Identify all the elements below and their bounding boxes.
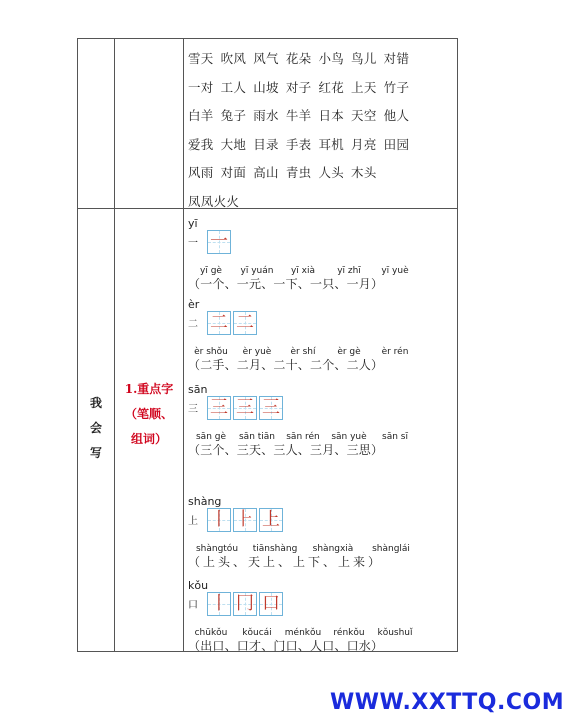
stroke-box: 二	[207, 311, 231, 335]
vocab-word: 一对	[188, 79, 214, 95]
vocab-word: 天空	[351, 108, 377, 123]
vocab-word: 工人	[220, 79, 247, 95]
word-pinyin: èr shǒu	[194, 347, 228, 357]
word-pinyin: sān gè	[195, 432, 227, 442]
vocab-word: 对面	[220, 165, 247, 180]
vocab-word: 花朵	[285, 51, 312, 66]
stroke-box: 二	[233, 311, 257, 335]
word-pinyin: chūkǒu	[194, 628, 228, 638]
character-entry	[188, 383, 458, 458]
vocab-word: 大地	[220, 136, 247, 152]
vocab-word: 风气	[253, 51, 279, 66]
character-pinyin: kǒu	[188, 579, 209, 592]
example-words: （三个、三天、三人、三月、三思）	[188, 443, 384, 457]
key-characters-label: 1.重点字 （笔顺、 组词）	[124, 382, 174, 446]
word-list	[188, 45, 456, 216]
vocab-word: 人头	[318, 165, 345, 180]
example-words: （出口、口才、门口、人口、口水）	[188, 639, 384, 653]
section-label: 我 会 写	[89, 396, 102, 460]
word-pinyin: yī xià	[290, 266, 316, 276]
word-pinyin-row	[188, 544, 458, 555]
vocab-word: 小鸟	[318, 51, 345, 66]
vocab-word: 对错	[383, 51, 410, 66]
stroke-box: 一	[207, 230, 231, 254]
vocab-word: 爱我	[188, 136, 214, 152]
vocab-word: 青虫	[285, 165, 312, 180]
word-pinyin-row	[188, 266, 458, 277]
vocab-word: 雪天	[188, 51, 214, 66]
vocab-word: 上天	[351, 79, 377, 95]
word-pinyin: sān tiān	[238, 432, 276, 442]
word-pinyin: èr rén	[381, 347, 409, 357]
vocab-word: 田园	[383, 136, 410, 152]
base-character: 三	[188, 404, 198, 415]
base-character: 一	[188, 238, 198, 249]
word-pinyin: ménkǒu	[284, 628, 322, 638]
stroke-order-grid	[207, 592, 285, 616]
vocab-word: 目录	[253, 136, 279, 152]
word-pinyin: rénkǒu	[333, 628, 365, 638]
stroke-box: 冂	[233, 592, 257, 616]
vocab-word: 月亮	[351, 136, 377, 152]
column-divider	[114, 39, 115, 651]
stroke-box: 丨	[207, 508, 231, 532]
character-entry	[188, 495, 458, 570]
word-pinyin: èr yuè	[242, 347, 272, 357]
stroke-order-grid	[207, 311, 259, 335]
vocabulary-table	[77, 38, 458, 652]
stroke-box: 口	[259, 592, 283, 616]
word-pinyin: shàngtóu	[195, 544, 239, 554]
stroke-order-grid	[207, 230, 233, 254]
vocab-word: 鸟儿	[351, 51, 377, 66]
example-words: （一个、一元、一下、一只、一月）	[188, 277, 384, 291]
stroke-box: 三	[207, 396, 231, 420]
word-pinyin: yī yuán	[240, 266, 274, 276]
character-entry	[188, 579, 458, 654]
vocab-word: 白羊	[188, 108, 214, 123]
stroke-order-grid	[207, 508, 285, 532]
stroke-box: 三	[233, 396, 257, 420]
word-pinyin: shànglái	[372, 544, 410, 554]
word-pinyin: sān yuè	[331, 432, 367, 442]
character-pinyin: sān	[188, 383, 208, 396]
base-character: 二	[188, 319, 198, 330]
word-pinyin: tiānshàng	[252, 544, 298, 554]
word-row	[188, 131, 456, 160]
vocab-word: 他人	[383, 108, 410, 123]
stroke-box: 丨	[207, 592, 231, 616]
vocab-word: 手表	[285, 136, 312, 152]
vocab-word: 牛羊	[285, 108, 312, 123]
word-row	[188, 102, 456, 131]
column-divider	[183, 39, 184, 651]
word-pinyin: èr shí	[290, 347, 316, 357]
word-pinyin: sān sī	[382, 432, 408, 442]
base-character: 口	[188, 600, 198, 611]
vocab-word: 木头	[351, 165, 377, 180]
stroke-box: 三	[259, 396, 283, 420]
stroke-order-grid	[207, 396, 285, 420]
word-pinyin-row	[188, 628, 458, 639]
word-pinyin: shàngxià	[312, 544, 354, 554]
word-pinyin: èr gè	[337, 347, 361, 357]
character-pinyin: yī	[188, 217, 198, 230]
vocab-word: 高山	[253, 165, 279, 180]
vocab-word: 日本	[318, 108, 345, 123]
word-pinyin: yī yuè	[381, 266, 409, 276]
word-pinyin: sān rén	[286, 432, 320, 442]
character-entry	[188, 298, 458, 373]
word-row	[188, 188, 456, 217]
vocab-word: 对子	[285, 79, 312, 95]
character-entry	[188, 217, 458, 292]
example-words: （上头、天上、上下、上来）	[188, 555, 384, 569]
site-watermark: WWW.XXTTQ.COM	[330, 690, 564, 715]
vocab-word: 红花	[318, 79, 345, 95]
word-pinyin: kǒucái	[242, 628, 272, 638]
word-row	[188, 45, 456, 74]
vocab-word: 兔子	[220, 108, 247, 123]
word-pinyin-row	[188, 432, 458, 443]
stroke-box: ⺊	[233, 508, 257, 532]
character-pinyin: èr	[188, 298, 200, 311]
vocab-word: 风雨	[188, 165, 214, 180]
vocab-word: 雨水	[253, 108, 279, 123]
word-pinyin-row	[188, 347, 458, 358]
vocab-word: 竹子	[383, 79, 410, 95]
stroke-box: 上	[259, 508, 283, 532]
vocab-word: 吹风	[220, 51, 247, 66]
word-pinyin: yī gè	[200, 266, 222, 276]
character-pinyin: shàng	[188, 495, 222, 508]
vocab-word: 凤凤火火	[188, 193, 240, 209]
vocab-word: 山坡	[253, 79, 279, 95]
example-words: （二手、二月、二十、二个、二人）	[188, 358, 384, 372]
base-character: 上	[188, 516, 198, 527]
word-row	[188, 159, 456, 188]
word-row	[188, 74, 456, 103]
word-pinyin: yī zhī	[337, 266, 361, 276]
word-pinyin: kǒushuǐ	[377, 628, 413, 638]
vocab-word: 耳机	[318, 136, 345, 152]
